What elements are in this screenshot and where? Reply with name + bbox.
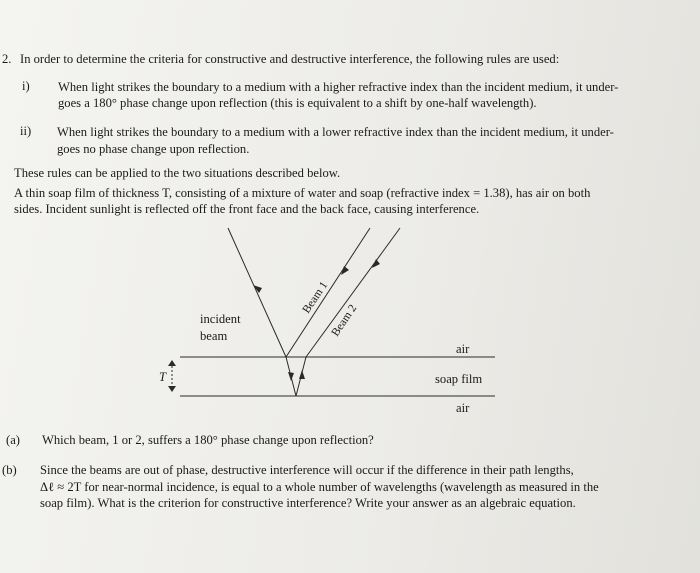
air-top-label: air: [456, 342, 470, 356]
film-up-arrow-icon: [299, 370, 305, 379]
beam-2-label: Beam 2: [329, 302, 360, 339]
question-b-label: (b): [2, 463, 17, 477]
problem-intro: In order to determine the criteria for constructive and destructive interference, the following rules are used:: [20, 52, 560, 66]
air-bottom-label: air: [456, 401, 470, 415]
question-a-text: Which beam, 1 or 2, suffers a 180° phase change upon reflection?: [42, 433, 374, 447]
rule-2-line-2: goes no phase change upon reflection.: [57, 142, 250, 156]
thickness-down-arrow-icon: [168, 386, 176, 392]
film-down-arrow-icon: [288, 372, 294, 381]
thickness-label: T: [159, 370, 167, 384]
setup-line-1: A thin soap film of thickness T, consisting of a mixture of water and soap (refractive index = 1.38), has air on both: [14, 186, 591, 200]
question-b-line-2: Δℓ ≈ 2T for near-normal incidence, is equal to a whole number of wavelengths (wavelength as measured in the: [40, 480, 599, 494]
question-a-label: (a): [6, 433, 20, 447]
question-b-line-3: soap film). What is the criterion for constructive interference? Write your answer as an algebraic equation.: [40, 496, 576, 510]
problem-number: 2.: [2, 52, 12, 66]
beam-1-label: Beam 1: [300, 279, 331, 316]
beam-1-ray: [286, 228, 370, 357]
question-b-line-1: Since the beams are out of phase, destructive interference will occur if the difference in their path lengths,: [40, 463, 574, 477]
rule-1-line-2: goes a 180° phase change upon reflection (this is equivalent to a shift by one-half wavelength).: [58, 96, 537, 110]
rule-2-label: ii): [20, 124, 32, 138]
incident-label-line-1: incident: [200, 312, 241, 326]
incident-beam-ray: [228, 228, 286, 357]
beam-2-arrow-icon: [372, 259, 380, 268]
rule-2-line-1: When light strikes the boundary to a medium with a lower refractive index than the incident medium, it under-: [57, 125, 614, 139]
rule-1-label: i): [22, 79, 30, 93]
rules-applies-text: These rules can be applied to the two situations described below.: [14, 166, 341, 180]
incident-arrow-icon: [253, 285, 262, 293]
soap-film-label: soap film: [435, 372, 483, 386]
setup-line-2: sides. Incident sunlight is reflected off the front face and the back face, causing interference.: [14, 202, 480, 216]
incident-label-line-2: beam: [200, 329, 228, 343]
thickness-up-arrow-icon: [168, 360, 176, 366]
rule-1-line-1: When light strikes the boundary to a medium with a higher refractive index than the incident medium, it under-: [58, 80, 619, 94]
